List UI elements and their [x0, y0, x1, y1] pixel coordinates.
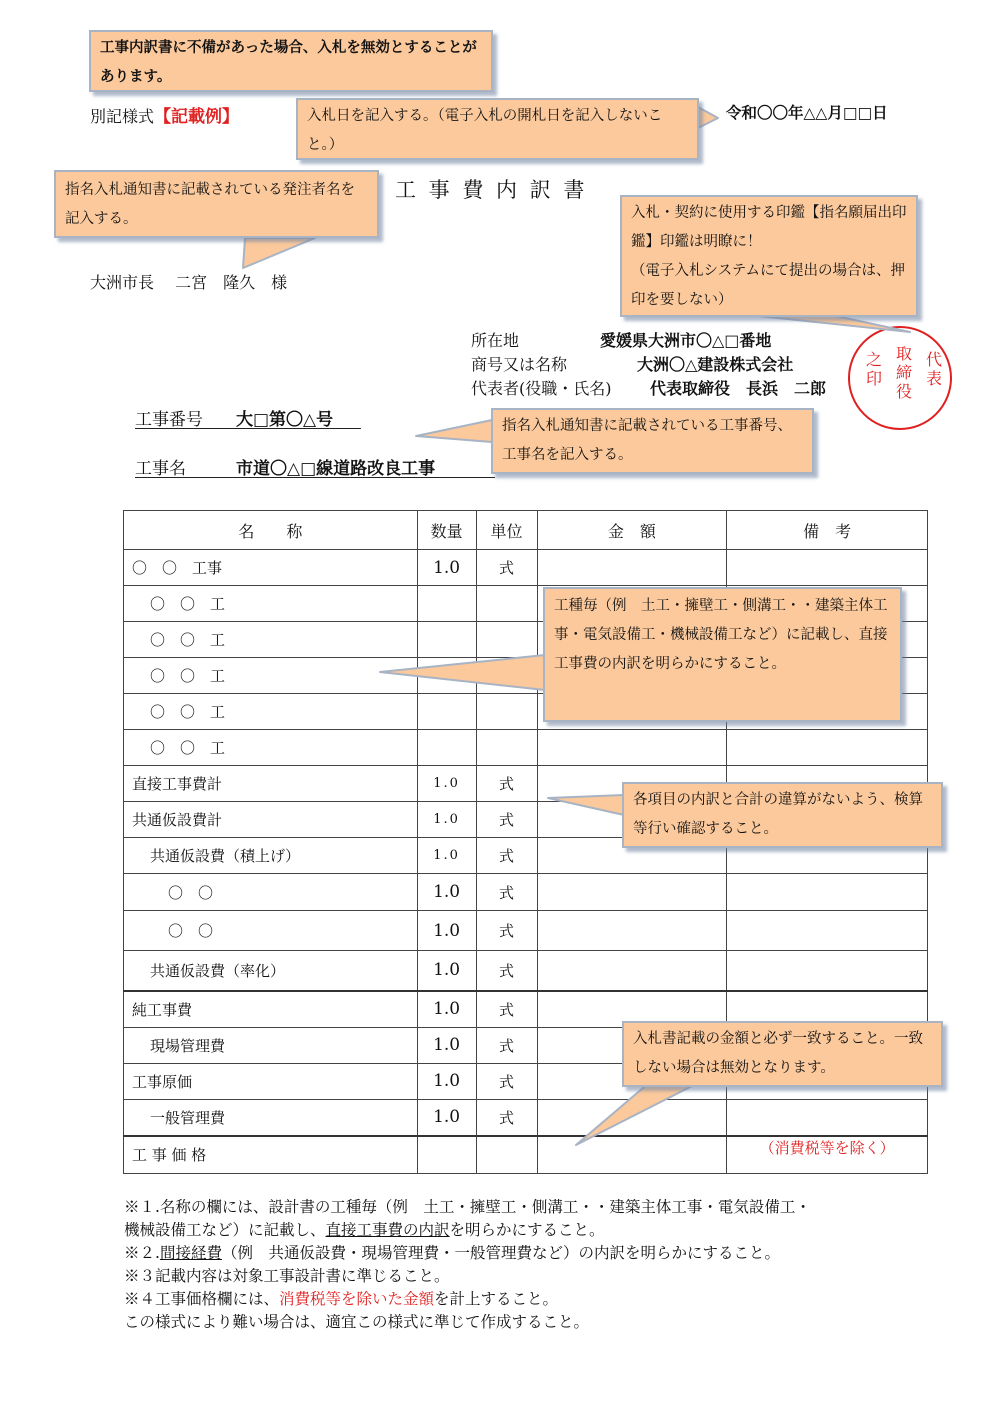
callout-project-info: 指名入札通知書に記載されている工事番号、工事名を記入する。 — [491, 408, 814, 474]
row-qty: 1.0 — [417, 838, 476, 874]
row-name: 共通仮設費計 — [124, 802, 418, 838]
row-name: 〇 〇 工 — [124, 730, 418, 766]
tail-orderer — [243, 238, 315, 268]
callout-bid-date: 入札日を記入する。（電子入札の開札日を記入しないこと。） — [296, 98, 699, 160]
row-name: 〇 〇 工 — [124, 622, 418, 658]
row-qty: 1.0 — [417, 911, 476, 951]
tail-work-types — [380, 655, 545, 690]
row-name: 共通仮設費（積上げ） — [124, 838, 418, 874]
note-3: ※３記載内容は対象工事設計書に準じること。 — [124, 1267, 450, 1285]
callout-check-calc: 各項目の内訳と合計の違算がないよう、検算等行い確認すること。 — [622, 782, 943, 848]
note-5: この様式により難い場合は、適宜この様式に準じて作成すること。 — [124, 1313, 590, 1331]
row-name: 純工事費 — [124, 991, 418, 1028]
callout-orderer-name — [54, 170, 379, 238]
note-2-prefix: ※２. — [124, 1244, 160, 1262]
col-header-amount: 金 額 — [537, 511, 727, 550]
date: 令和〇〇年△△月□□日 — [726, 104, 888, 122]
example-tag: 【記載例】 — [154, 107, 240, 127]
callout-invalid-warning: 工事内訳書に不備があった場合、入札を無効とすることがあります。 — [89, 30, 493, 92]
project-number-value: 大□第〇△号 — [236, 410, 334, 430]
row-name: 〇 〇 — [124, 874, 418, 911]
row-name: 一般管理費 — [124, 1099, 418, 1136]
form-label-text: 別記様式 — [90, 107, 155, 126]
addressee: 大洲市長 二宮 隆久 様 — [90, 273, 288, 292]
row-qty: 1.0 — [417, 1027, 476, 1063]
seal-col-left: 之印 — [866, 350, 883, 388]
row-name: 直接工事費計 — [124, 766, 418, 802]
row-qty: 1.0 — [417, 802, 476, 838]
row-name: 現場管理費 — [124, 1027, 418, 1063]
note-1-text-end: を明らかにすること。 — [449, 1221, 605, 1239]
callout-amount-match: 入札書記載の金額と必ず一致すること。一致しない場合は無効となります。 — [622, 1021, 943, 1087]
tail-seal-note — [758, 316, 910, 332]
company-name-label: 商号又は名称 — [471, 355, 568, 374]
row-unit: 式 — [476, 802, 537, 838]
row-unit: 式 — [476, 991, 537, 1028]
note-4-text: を計上すること。 — [434, 1290, 559, 1308]
row-name: 〇 〇 工事 — [124, 550, 418, 586]
row-name: 〇 〇 工 — [124, 586, 418, 622]
project-name-value: 市道〇△□線道路改良工事 — [236, 459, 436, 479]
col-header-name: 名 称 — [124, 511, 418, 550]
project-number-label: 工事番号 — [135, 410, 203, 430]
doc-title: 工 事 費 内 訳 書 — [395, 178, 588, 202]
representative-label: 代表者(役職・氏名) — [471, 379, 612, 398]
note-1-text: 機械設備工など）に記載し、 — [124, 1221, 326, 1239]
col-header-qty: 数量 — [417, 511, 476, 550]
tail-check — [548, 795, 624, 815]
company-name-value: 大洲〇△建設株式会社 — [637, 355, 794, 374]
seal-col-right: 代表 — [926, 350, 943, 388]
row-name: 工 事 価 格 — [124, 1136, 418, 1174]
address-value: 愛媛県大洲市〇△□番地 — [600, 331, 772, 350]
note-4-highlight: 消費税等を除いた金額 — [279, 1290, 435, 1308]
row-unit: 式 — [476, 838, 537, 874]
note-1-line1: ※１.名称の欄には、設計書の工種毎（例 土工・擁壁工・側溝工・・建築主体工事・電気設備工・ — [124, 1198, 811, 1216]
tail-bid-date — [698, 107, 718, 128]
col-header-unit: 単位 — [476, 511, 537, 550]
row-name: 〇 〇 — [124, 911, 418, 951]
row-unit: 式 — [476, 874, 537, 911]
row-unit: 式 — [476, 951, 537, 991]
row-unit: 式 — [476, 766, 537, 802]
callout-seal-note-line2: （電子入札システムにて提出の場合は、押印を要しない） — [631, 263, 906, 308]
col-header-remarks: 備 考 — [727, 511, 928, 550]
callout-seal-note-line1: 入札・契約に使用する印鑑【指名願届出印鑑】印鑑は明瞭に！ — [631, 205, 907, 250]
callout-seal-note — [620, 195, 918, 317]
callout-orderer-text: 指名入札通知書に記載されている発注者名を記入する。 — [65, 182, 355, 227]
row-qty: 1.0 — [417, 1099, 476, 1136]
address-label: 所在地 — [471, 331, 520, 350]
row-unit: 式 — [476, 1027, 537, 1063]
row-qty: 1.0 — [417, 874, 476, 911]
row-unit: 式 — [476, 550, 537, 586]
tail-amount — [576, 1082, 700, 1145]
row-name: 〇 〇 工 — [124, 658, 418, 694]
row-qty: 1.0 — [417, 991, 476, 1028]
note-4-prefix: ※４工事価格欄には、 — [124, 1290, 280, 1308]
tax-exclusion-note: （消費税等を除く） — [759, 1138, 895, 1157]
row-unit: 式 — [476, 911, 537, 951]
row-qty: 1.0 — [417, 1063, 476, 1099]
project-name-label: 工事名 — [135, 459, 186, 479]
note-2-text: （例 共通仮設費・現場管理費・一般管理費など）の内訳を明らかにすること。 — [221, 1244, 780, 1262]
row-name: 共通仮設費（率化） — [124, 951, 418, 991]
row-name: 工事原価 — [124, 1063, 418, 1099]
row-name: 〇 〇 工 — [124, 694, 418, 730]
row-qty: 1.0 — [417, 766, 476, 802]
note-2-underlined: 間接経費 — [159, 1244, 222, 1262]
representative-value: 代表取締役 長浜 二郎 — [650, 379, 827, 398]
callout-work-types: 工種毎（例 土工・擁壁工・側溝工・・建築主体工事・電気設備工・機械設備工など）に記載し、直接工事費の内訳を明らかにすること。 — [543, 587, 902, 722]
note-1-underlined: 直接工事費の内訳 — [325, 1221, 450, 1239]
seal-col-mid: 取締役 — [896, 344, 913, 401]
tail-project — [416, 420, 492, 442]
row-unit: 式 — [476, 1099, 537, 1136]
row-unit: 式 — [476, 1063, 537, 1099]
row-qty: 1.0 — [417, 951, 476, 991]
row-qty: 1.0 — [417, 550, 476, 586]
